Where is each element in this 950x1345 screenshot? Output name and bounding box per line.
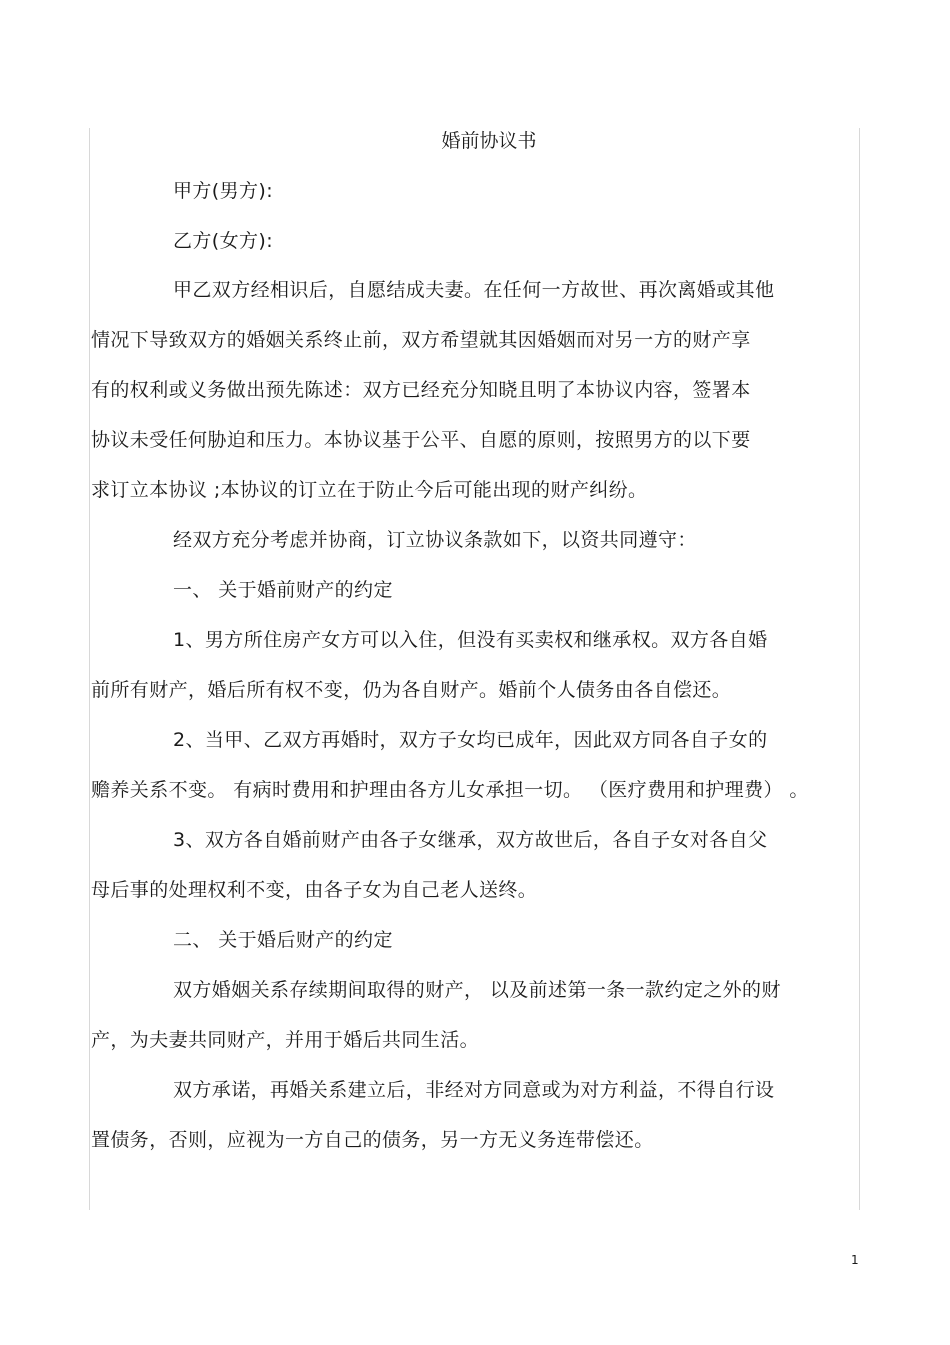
section-heading: 二、 关于婚后财产的约定 — [173, 929, 393, 951]
paragraph-line: 甲乙双方经相识后，自愿结成夫妻。在任何一方故世、再次离婚或其他 — [173, 279, 775, 301]
paragraph-line: 双方婚姻关系存续期间取得的财产， 以及前述第一条一款约定之外的财 — [173, 979, 781, 1001]
paragraph-line: 产，为夫妻共同财产，并用于婚后共同生活。 — [91, 1029, 480, 1051]
paragraph-line: 协议未受任何胁迫和压力。本协议基于公平、自愿的原则，按照男方的以下要 — [91, 429, 751, 451]
paragraph-line: 置债务，否则，应视为一方自己的债务，另一方无义务连带偿还。 — [91, 1129, 654, 1151]
clause-line: 3、双方各自婚前财产由各子女继承，双方故世后，各自子女对各自父 — [173, 829, 768, 851]
document-title: 婚前协议书 — [441, 130, 537, 152]
clause-line: 赡养关系不变。 有病时费用和护理由各方儿女承担一切。 （医疗费用和护理费） 。 — [91, 779, 809, 801]
paragraph-line: 双方承诺，再婚关系建立后，非经对方同意或为对方利益，不得自行设 — [173, 1079, 775, 1101]
party-a-line: 甲方(男方): — [173, 180, 274, 202]
right-margin-line — [859, 128, 860, 1210]
paragraph-line: 经双方充分考虑并协商，订立协议条款如下，以资共同遵守： — [173, 529, 697, 551]
clause-line: 1、男方所住房产女方可以入住，但没有买卖权和继承权。双方各自婚 — [173, 629, 768, 651]
paragraph-line: 有的权利或义务做出预先陈述：双方已经充分知晓且明了本协议内容，签署本 — [91, 379, 751, 401]
paragraph-line: 求订立本协议 ;本协议的订立在于防止今后可能出现的财产纠纷。 — [91, 479, 648, 501]
page-number: 1 — [851, 1253, 859, 1267]
clause-line: 前所有财产，婚后所有权不变，仍为各自财产。婚前个人债务由各自偿还。 — [91, 679, 732, 701]
clause-line: 2、当甲、乙双方再婚时，双方子女均已成年，因此双方同各自子女的 — [173, 729, 768, 751]
clause-line: 母后事的处理权利不变，由各子女为自己老人送终。 — [91, 879, 538, 901]
left-margin-line — [89, 128, 90, 1210]
party-b-line: 乙方(女方): — [173, 230, 274, 252]
section-heading: 一、 关于婚前财产的约定 — [173, 579, 393, 601]
paragraph-line: 情况下导致双方的婚姻关系终止前，双方希望就其因婚姻而对另一方的财产享 — [91, 329, 751, 351]
